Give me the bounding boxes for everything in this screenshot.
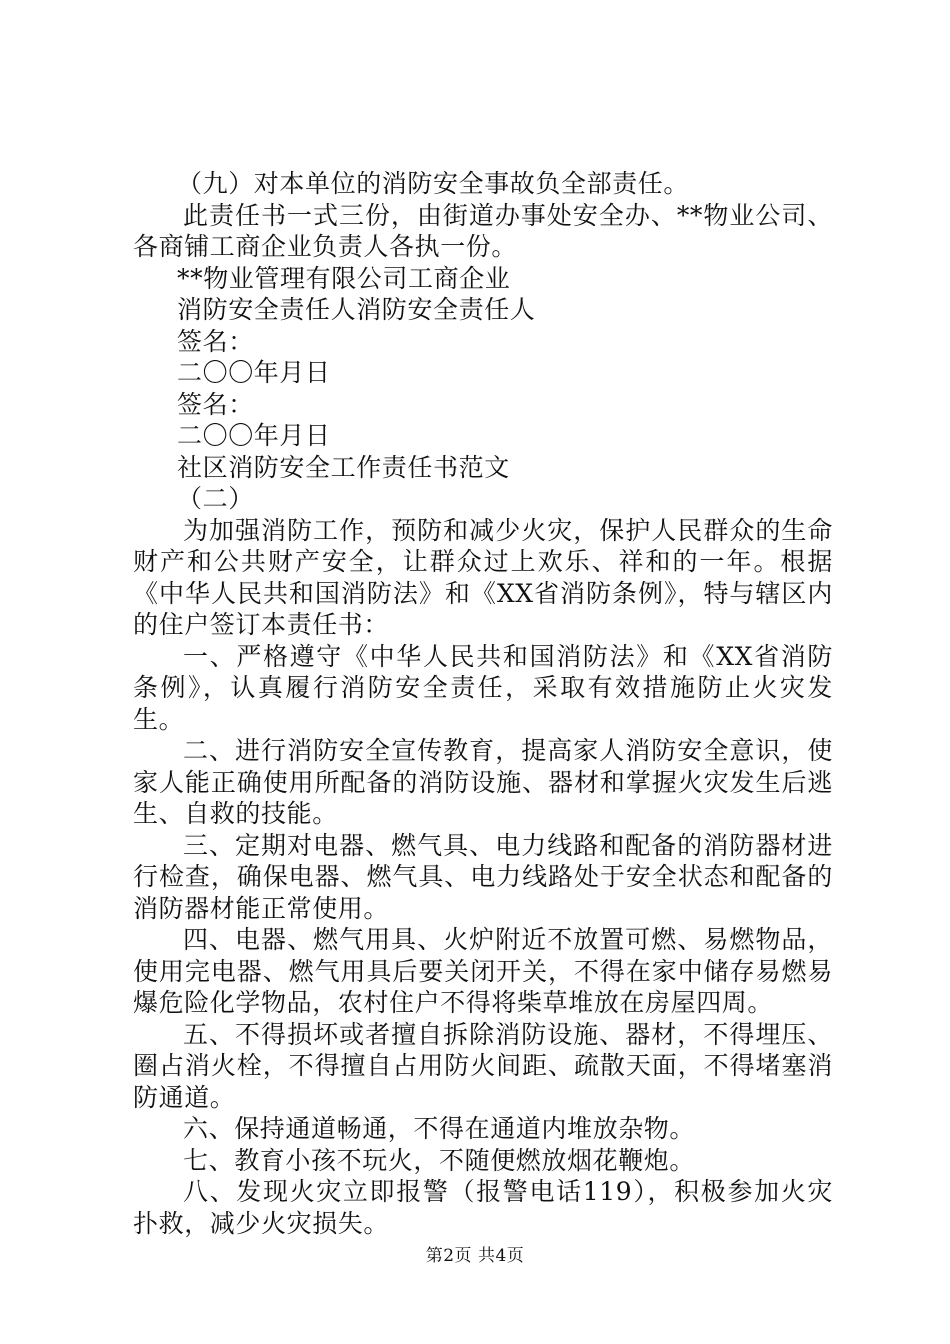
signature-line-1: 签名： <box>177 326 254 356</box>
signature-line-2: 签名： <box>177 389 254 419</box>
paragraph-item-6: 六、保持通道畅通，不得在通道内堆放杂物。 <box>183 1114 696 1143</box>
section-title: 社区消防安全工作责任书范文 <box>177 452 510 482</box>
signatory-roles: 消防安全责任人消防安全责任人 <box>177 295 536 324</box>
date-line-2: 二〇〇年月日 <box>177 421 331 450</box>
paragraph-item-1: 一、严格遵守《中华人民共和国消防法》和《XX省消防条例》，认真履行消防安全责任，采取有效措施防止火灾发生。 <box>133 641 833 734</box>
section-number: （二） <box>177 484 254 513</box>
paragraph-intro: 为加强消防工作，预防和减少火灾，保护人民群众的生命财产和公共财产安全，让群众过上欢乐、祥和的一年。根据《中华人民共和国消防法》和《XX省消防条例》，特与辖区内的住户签订本责任书： <box>133 515 833 639</box>
signatory-companies: **物业管理有限公司工商企业 <box>177 263 511 293</box>
paragraph-item-7: 七、教育小孩不玩火，不随便燃放烟花鞭炮。 <box>183 1145 696 1175</box>
date-line-1: 二〇〇年月日 <box>177 358 331 387</box>
page-number-footer: 第2页 共4页 <box>425 1246 525 1266</box>
paragraph-item-2: 二、进行消防安全宣传教育，提高家人消防安全意识，使家人能正确使用所配备的消防设施、器材和掌握火灾发生后逃生、自救的技能。 <box>133 736 833 828</box>
paragraph-copies-note: 此责任书一式三份，由街道办事处安全办、**物业公司、各商铺工商企业负责人各执一份。 <box>133 200 833 261</box>
paragraph-item-8: 八、发现火灾立即报警（报警电话119），积极参加火灾扑救，减少火灾损失。 <box>133 1177 833 1238</box>
paragraph-item-5: 五、不得损坏或者擅自拆除消防设施、器材，不得埋压、圈占消火栓，不得擅自占用防火间距、疏散天面，不得堵塞消防通道。 <box>133 1019 833 1112</box>
paragraph-clause-nine: （九）对本单位的消防安全事故负全部责任。 <box>177 169 690 198</box>
document-body <box>133 168 833 1239</box>
paragraph-item-4: 四、电器、燃气用具、火炉附近不放置可燃、易燃物品，使用完电器、燃气用具后要关闭开关，不得在家中储存易燃易爆危险化学物品，农村住户不得将柴草堆放在房屋四周。 <box>133 925 833 1017</box>
paragraph-item-3: 三、定期对电器、燃气具、电力线路和配备的消防器材进行检查，确保电器、燃气具、电力线路处于安全状态和配备的消防器材能正常使用。 <box>133 830 833 923</box>
